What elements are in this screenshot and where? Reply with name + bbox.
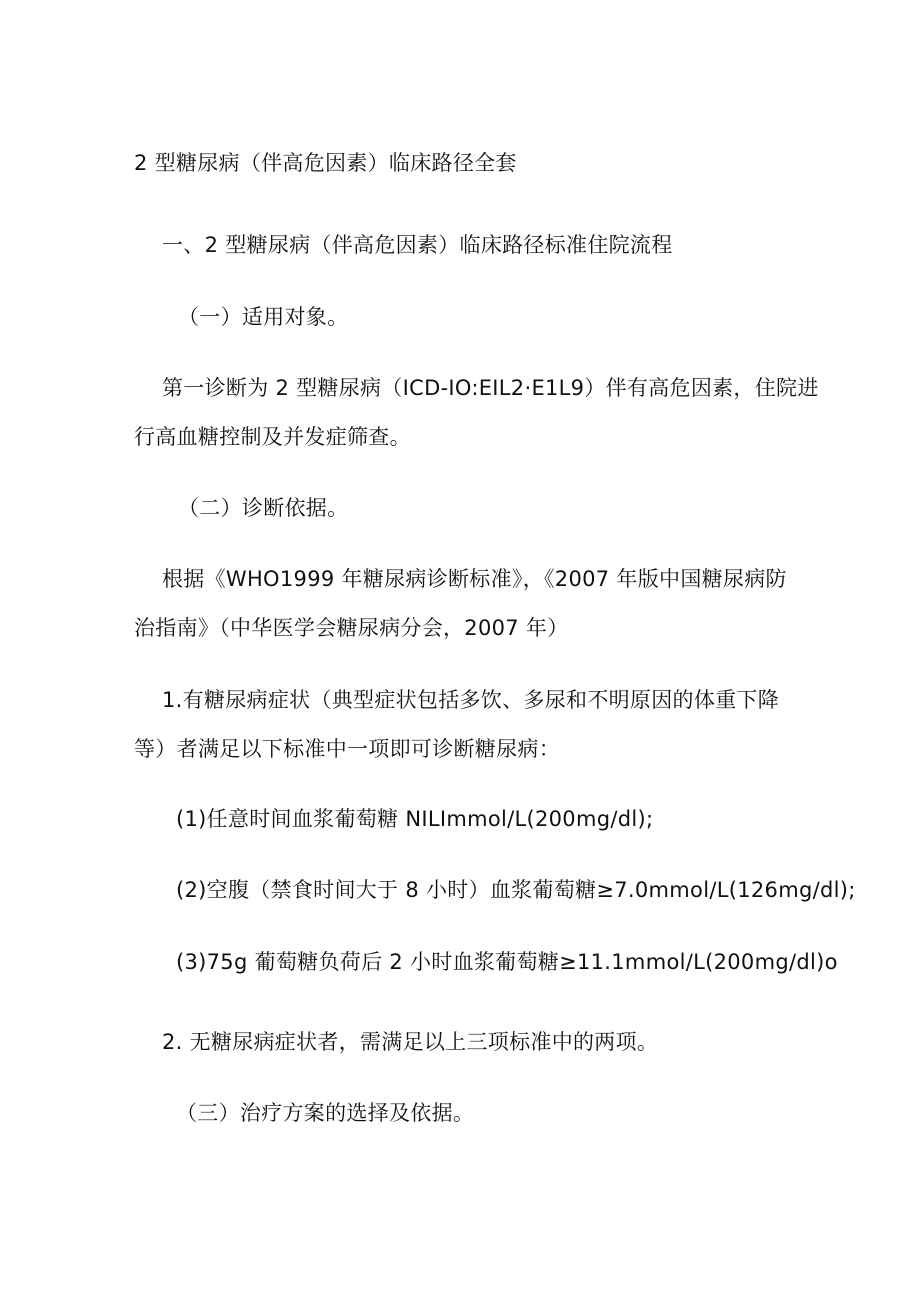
criterion-2: (2)空腹（禁食时间大于 8 小时）血浆葡萄糖≥7.0mmol∕L(126mg∕dl);: [176, 878, 856, 902]
subsection-3-heading: （三）治疗方案的选择及依据。: [176, 1101, 475, 1125]
paragraph-3-line-2: 等）者满足以下标准中一项即可诊断糖尿病：: [134, 737, 560, 761]
paragraph-2-line-2: 治指南》（中华医学会糖尿病分会，2007 年）: [134, 616, 569, 640]
paragraph-4: 2. 无糖尿病症状者，需满足以上三项标准中的两项。: [162, 1030, 659, 1054]
paragraph-3-line-1: 1.有糖尿病症状（典型症状包括多饮、多尿和不明原因的体重下降: [162, 688, 780, 712]
criterion-3: (3)75g 葡萄糖负荷后 2 小时血浆葡萄糖≥11.1mmol∕L(200mg∕dl)o: [176, 950, 838, 974]
section-1-heading: 一、2 型糖尿病（伴高危因素）临床路径标准住院流程: [162, 233, 673, 257]
paragraph-1-line-2: 行高血糖控制及并发症筛查。: [134, 425, 411, 449]
paragraph-2-line-1: 根据《WHO1999 年糖尿病诊断标准》，《2007 年版中国糖尿病防: [162, 567, 787, 591]
criterion-1: (1)任意时间血浆葡萄糖 NILImmol/L(200mg∕dl);: [176, 807, 654, 831]
subsection-2-heading: （二）诊断依据。: [178, 496, 349, 520]
paragraph-1-line-1: 第一诊断为 2 型糖尿病（ICD-IO:EIL2·E1L9）伴有高危因素，住院进: [162, 376, 819, 400]
document-title: 2 型糖尿病（伴高危因素）临床路径全套: [134, 151, 517, 175]
subsection-1-heading: （一）适用对象。: [178, 305, 349, 329]
